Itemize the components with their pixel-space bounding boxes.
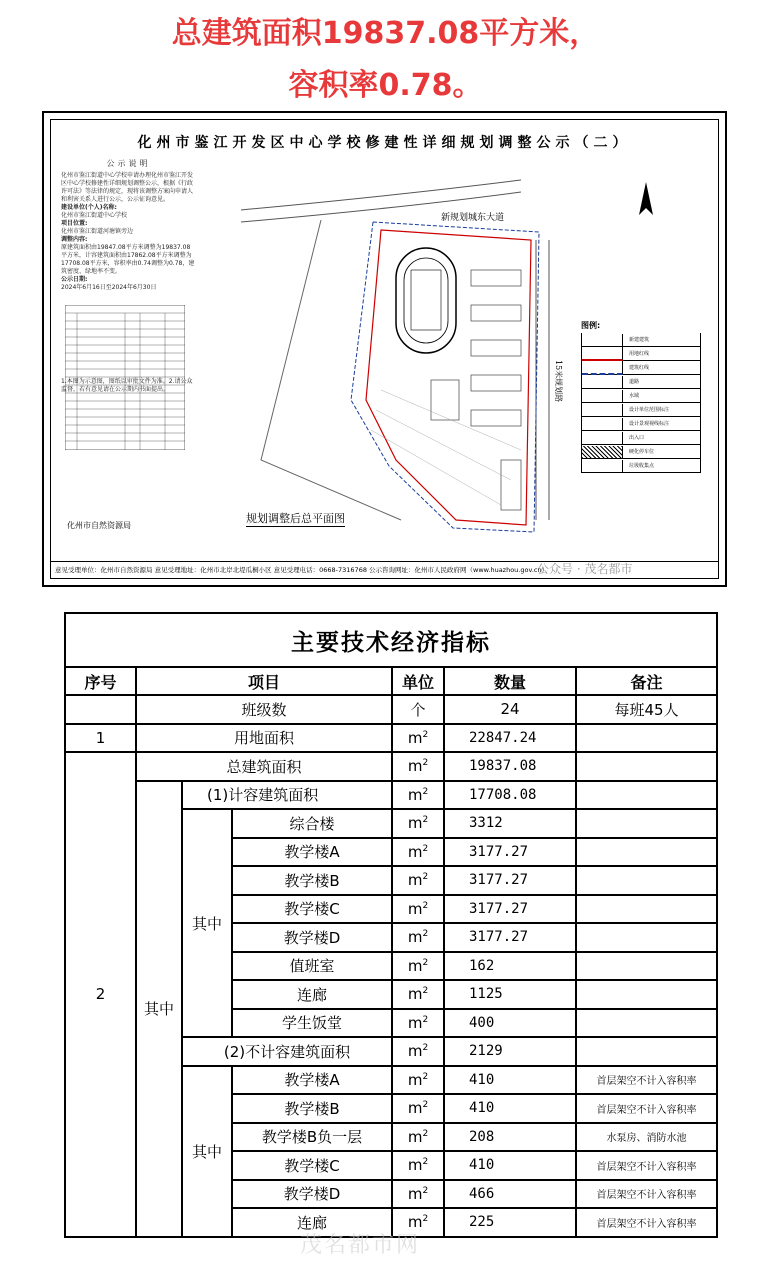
table-row: 教学楼D $m^2$ 466 首层架空不计入容积率: [65, 1180, 717, 1209]
table-row: 班级数 个 24 每班45人: [65, 695, 717, 724]
legend-item: 出入口: [581, 431, 701, 445]
table-row: 连廊 $m^2$ 1125: [65, 980, 717, 1009]
notice-body: 化州市鉴江街道中心学校申请办理化州市鉴江开发区中心学校修建性详细规划调整公示，根据《行政许可法》等法律的规定，现将该调整方案向申请人和利害关系人进行公示，公示征询意见。: [61, 172, 194, 203]
legend: [581, 320, 701, 473]
content-value: 原建筑面积由19847.08平方米调整为19837.08平方米，计容建筑面积由17862.08平方米调整为17708.08平方米，容积率由0.74调整为0.78，建筑密度、绿地率不变。: [61, 244, 195, 275]
table-row: 1 用地面积 $m^2$ 22847.24: [65, 724, 717, 753]
technical-indicator-table: [64, 612, 718, 1238]
legend-item: 硬化停车位: [581, 445, 701, 459]
table-row: 教学楼D $m^2$ 3177.27: [65, 923, 717, 952]
headline-line-1: 总建筑面积19837.08平方米，: [171, 16, 600, 51]
legend-item: 道路: [581, 375, 701, 389]
col-header: 序号: [65, 667, 136, 695]
road-label: 新规划城东大道: [441, 213, 505, 223]
table-row: 教学楼B $m^2$ 410 首层架空不计入容积率: [65, 1094, 717, 1123]
table-row: 其中 综合楼 $m^2$ 3312: [65, 809, 717, 838]
bottom-watermark: 茂名都市网: [300, 1233, 421, 1258]
table-row: 2 总建筑面积 $m^2$ 19837.08: [65, 752, 717, 781]
north-arrow-icon: [631, 180, 661, 220]
side-road-label: 15米规划路: [554, 360, 563, 403]
legend-item: 水域: [581, 389, 701, 403]
table-row: 教学楼C $m^2$ 410 首层架空不计入容积率: [65, 1151, 717, 1180]
site-plan-drawing: [201, 160, 581, 540]
notice-notes: 1.本图为示意图，图纸以审批文件为准。2.请公众监督，若有意见请在公示期内书面提出。: [61, 378, 193, 393]
mini-indicator-table: [65, 305, 185, 450]
plan-caption: 规划调整后总平面图: [246, 512, 345, 525]
location-value: 化州市鉴江街道河塘镇旁边: [61, 228, 134, 235]
legend-item: 设计单位范围标注: [581, 403, 701, 417]
col-header: 项目: [136, 667, 392, 695]
wechat-watermark: 公众号 · 茂名都市: [537, 562, 633, 576]
table-row: 教学楼A $m^2$ 3177.27: [65, 838, 717, 867]
col-header: 备注: [576, 667, 717, 695]
legend-item: 新建建筑: [581, 333, 701, 347]
table-title: 主要技术经济指标: [65, 613, 717, 667]
period-label: 公示日期:: [61, 276, 88, 283]
table-row: 值班室 $m^2$ 162: [65, 952, 717, 981]
legend-item: 用地红线: [581, 347, 701, 361]
applicant-label: 建设单位(个人)名称:: [61, 204, 117, 211]
col-header: 数量: [444, 667, 576, 695]
table-row: 其中 (1)计容建筑面积 $m^2$ 17708.08: [65, 781, 717, 810]
table-row: 学生饭堂 $m^2$ 400: [65, 1009, 717, 1038]
table-row: 教学楼B $m^2$ 3177.27: [65, 866, 717, 895]
table-row: 教学楼B负一层 $m^2$ 208 水泵房、消防水池: [65, 1123, 717, 1152]
table-row: 连廊 $m^2$ 225 首层架空不计入容积率: [65, 1208, 717, 1237]
table-row: 教学楼C $m^2$ 3177.27: [65, 895, 717, 924]
planning-notice-poster: [42, 111, 727, 587]
table-header-row: [65, 667, 717, 695]
poster-footer: 意见受理单位：化州市自然资源局 意见受理地址：化州市北岸北堤瓜桐小区 意见受理电话：0668-7316768 公示咨询网址：化州市人民政府网（www.huazhou.gov.cn）: [51, 561, 718, 578]
applicant-value: 化州市鉴江街道中心学校: [61, 212, 128, 219]
notice-agency: 化州市自然资源局: [67, 521, 131, 530]
period-value: 2024年6月16日至2024年6月30日: [61, 284, 157, 291]
poster-title: 化州市鉴江开发区中心学校修建性详细规划调整公示（二）: [137, 135, 632, 151]
content-label: 调整内容:: [61, 236, 88, 243]
poster-frame: [50, 119, 719, 579]
legend-item: 建筑红线: [581, 361, 701, 375]
table-row: 其中 教学楼A $m^2$ 410 首层架空不计入容积率: [65, 1066, 717, 1095]
location-label: 项目位置:: [61, 220, 88, 227]
col-header: 单位: [392, 667, 444, 695]
table-row: (2)不计容建筑面积 $m^2$ 2129: [65, 1037, 717, 1066]
notice-title: 公示说明: [106, 159, 151, 168]
legend-item: 垃圾收集点: [581, 459, 701, 473]
legend-title: 图例:: [581, 321, 601, 330]
legend-item: 设计景观视线标注: [581, 417, 701, 431]
headline-line-2: 容积率0.78。: [288, 68, 483, 103]
